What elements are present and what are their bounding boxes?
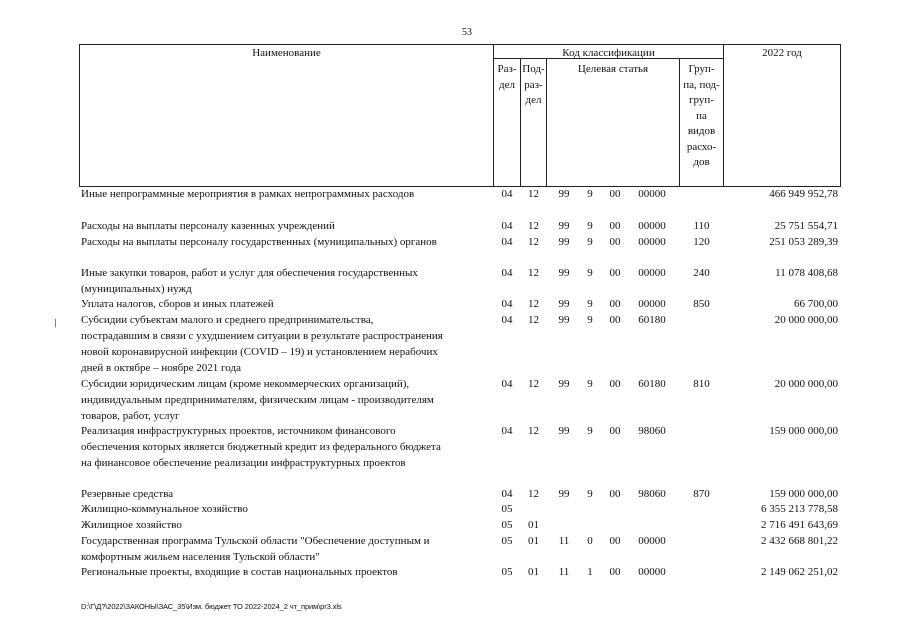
file-path-footer: D:\Г\Д?\2022\ЗАКОНЫ\ЗАС_35\Изм. бюджет ТО 2022-2024_2 чт_прим\pr3.xls — [81, 602, 342, 611]
row-code-rz: 04 — [501, 425, 513, 437]
header-group: Груп- па, под- груп- па видов расхо- дов — [683, 63, 720, 168]
row-name-line: Региональные проекты, входящие в состав национальных проектов — [81, 566, 398, 578]
row-amount: 11 078 408,68 — [775, 267, 838, 279]
row-name-line: Жилищно-коммунальное хозяйство — [81, 503, 248, 515]
row-code-t2: 9 — [587, 425, 593, 437]
row-code-rz: 05 — [501, 519, 513, 531]
row-code-rz: 04 — [501, 488, 513, 500]
row-code-t3: 00 — [609, 535, 621, 547]
row-code-t2: 1 — [587, 566, 593, 578]
row-amount: 251 053 289,39 — [769, 236, 838, 248]
row-amount: 2 716 491 643,69 — [761, 519, 838, 531]
row-code-t4: 00000 — [638, 566, 666, 578]
row-code-rz: 05 — [501, 535, 513, 547]
row-code-t1: 11 — [558, 535, 570, 547]
row-code-vr: 850 — [693, 298, 710, 310]
row-code-t2: 9 — [587, 267, 593, 279]
row-code-pr: 01 — [528, 519, 539, 531]
row-code-t2: 0 — [587, 535, 593, 547]
row-amount: 2 432 668 801,22 — [761, 535, 838, 547]
row-code-t3: 00 — [609, 314, 621, 326]
row-code-rz: 05 — [501, 566, 513, 578]
row-code-t3: 00 — [609, 488, 621, 500]
row-code-vr: 110 — [693, 220, 710, 232]
row-code-t4: 00000 — [638, 298, 666, 310]
row-code-t4: 98060 — [638, 488, 666, 500]
row-code-vr: 870 — [693, 488, 710, 500]
row-code-t3: 00 — [609, 425, 621, 437]
row-code-pr: 12 — [528, 236, 539, 248]
row-amount: 466 949 952,78 — [769, 188, 838, 200]
row-name-line: Реализация инфраструктурных проектов, источником финансового — [81, 425, 396, 437]
row-code-pr: 01 — [528, 566, 539, 578]
row-code-t3: 00 — [609, 378, 621, 390]
row-code-t2: 9 — [587, 314, 593, 326]
row-name-line: индивидуальным предпринимателям, физическим лицам - производителям — [81, 394, 434, 406]
row-code-pr: 12 — [528, 298, 539, 310]
row-amount: 66 700,00 — [794, 298, 838, 310]
table-right-border — [840, 44, 841, 187]
row-code-t2: 9 — [587, 378, 593, 390]
row-name-line: (муниципальных) нужд — [81, 283, 192, 295]
row-name-line: на финансовое обеспечение реализации инфраструктурных проектов — [81, 457, 406, 469]
row-code-pr: 12 — [528, 488, 539, 500]
row-code-t2: 9 — [587, 488, 593, 500]
row-code-pr: 01 — [528, 535, 539, 547]
row-amount: 25 751 554,71 — [774, 220, 838, 232]
row-code-t1: 99 — [558, 314, 570, 326]
row-code-t4: 00000 — [638, 188, 666, 200]
row-name-line: Расходы на выплаты персоналу государственных (муниципальных) органов — [81, 236, 437, 248]
header-name: Наименование — [252, 47, 321, 59]
row-code-t2: 9 — [587, 298, 593, 310]
row-code-rz: 04 — [501, 267, 513, 279]
row-amount: 20 000 000,00 — [774, 378, 838, 390]
row-code-t4: 00000 — [638, 236, 666, 248]
row-code-t1: 99 — [558, 188, 570, 200]
row-code-rz: 04 — [501, 188, 513, 200]
row-code-pr: 12 — [528, 267, 539, 279]
row-name-line: Субсидии юридическим лицам (кроме некоммерческих организаций), — [81, 378, 410, 390]
row-name-line: комфортным жильем населения Тульской области" — [81, 551, 320, 563]
row-code-pr: 12 — [528, 378, 539, 390]
row-code-rz: 04 — [501, 378, 513, 390]
row-code-t2: 9 — [587, 236, 593, 248]
row-name-line: новой коронавирусной инфекции (COVID – 19) и установлением нерабочих — [81, 346, 438, 358]
row-name-line: Субсидии субъектам малого и среднего предпринимательства, — [81, 314, 374, 326]
row-amount: 159 000 000,00 — [769, 488, 838, 500]
header-podrazdel: Под- раз- дел — [522, 63, 545, 106]
row-code-rz: 04 — [501, 298, 513, 310]
row-amount: 20 000 000,00 — [774, 314, 838, 326]
row-code-t3: 00 — [609, 188, 621, 200]
table-left-border — [79, 44, 80, 187]
row-name-line: товаров, работ, услуг — [81, 410, 180, 422]
row-code-t1: 99 — [558, 220, 570, 232]
row-name-line: Расходы на выплаты персоналу казенных учреждений — [81, 220, 335, 232]
row-code-t1: 99 — [558, 298, 570, 310]
row-name-line: дней в октябре – ноябре 2021 года — [81, 362, 241, 374]
row-code-t2: 9 — [587, 220, 593, 232]
row-name-line: Иные закупки товаров, работ и услуг для обеспечения государственных — [81, 267, 418, 279]
row-code-vr: 810 — [693, 378, 710, 390]
row-code-pr: 12 — [528, 425, 539, 437]
row-name-line: обеспечения которых является бюджетный кредит из федерального бюджета — [81, 441, 441, 453]
row-code-t4: 00000 — [638, 220, 666, 232]
row-name-line: Иные непрограммные мероприятия в рамках непрограммных расходов — [81, 188, 415, 200]
row-code-t4: 00000 — [638, 267, 666, 279]
row-code-t1: 99 — [558, 488, 570, 500]
page-number: 53 — [462, 27, 472, 38]
row-code-t3: 00 — [609, 566, 621, 578]
row-code-t1: 11 — [558, 566, 570, 578]
row-code-t1: 99 — [558, 425, 570, 437]
row-code-t1: 99 — [558, 236, 570, 248]
row-code-t2: 9 — [587, 188, 593, 200]
row-code-t4: 00000 — [638, 535, 666, 547]
row-code-t1: 99 — [558, 378, 570, 390]
row-code-t3: 00 — [609, 220, 621, 232]
header-code: Код классификации — [562, 47, 655, 59]
row-name-line: Государственная программа Тульской области "Обеспечение доступным и — [81, 535, 430, 547]
row-code-pr: 12 — [528, 314, 539, 326]
header-year: 2022 год — [762, 47, 802, 59]
col-divider-podrazdel — [546, 58, 547, 187]
row-code-rz: 04 — [501, 236, 513, 248]
header-target: Целевая статья — [577, 63, 649, 75]
margin-mark: / — [51, 315, 60, 331]
row-name-line: Уплата налогов, сборов и иных платежей — [81, 298, 274, 310]
col-divider-code — [723, 44, 724, 187]
row-name-line: пострадавшим в связи с ухудшением ситуации в результате распространения — [81, 330, 443, 342]
row-code-t3: 00 — [609, 298, 621, 310]
row-code-vr: 240 — [693, 267, 710, 279]
row-code-t3: 00 — [609, 267, 621, 279]
row-name-line: Резервные средства — [81, 488, 174, 500]
row-code-t3: 00 — [609, 236, 621, 248]
row-code-vr: 120 — [693, 236, 710, 248]
row-code-t1: 99 — [558, 267, 570, 279]
row-code-t4: 60180 — [638, 314, 666, 326]
row-amount: 159 000 000,00 — [769, 425, 838, 437]
table-top-border — [79, 44, 841, 45]
row-name-line: Жилищное хозяйство — [81, 519, 182, 531]
row-amount: 6 355 213 778,58 — [761, 503, 838, 515]
header-razdel: Раз- дел — [497, 63, 517, 91]
row-code-t4: 60180 — [638, 378, 666, 390]
row-code-t4: 98060 — [638, 425, 666, 437]
row-code-rz: 05 — [501, 503, 513, 515]
row-code-rz: 04 — [501, 314, 513, 326]
row-amount: 2 149 062 251,02 — [761, 566, 838, 578]
row-code-pr: 12 — [528, 220, 539, 232]
row-code-pr: 12 — [528, 188, 539, 200]
row-code-rz: 04 — [501, 220, 513, 232]
